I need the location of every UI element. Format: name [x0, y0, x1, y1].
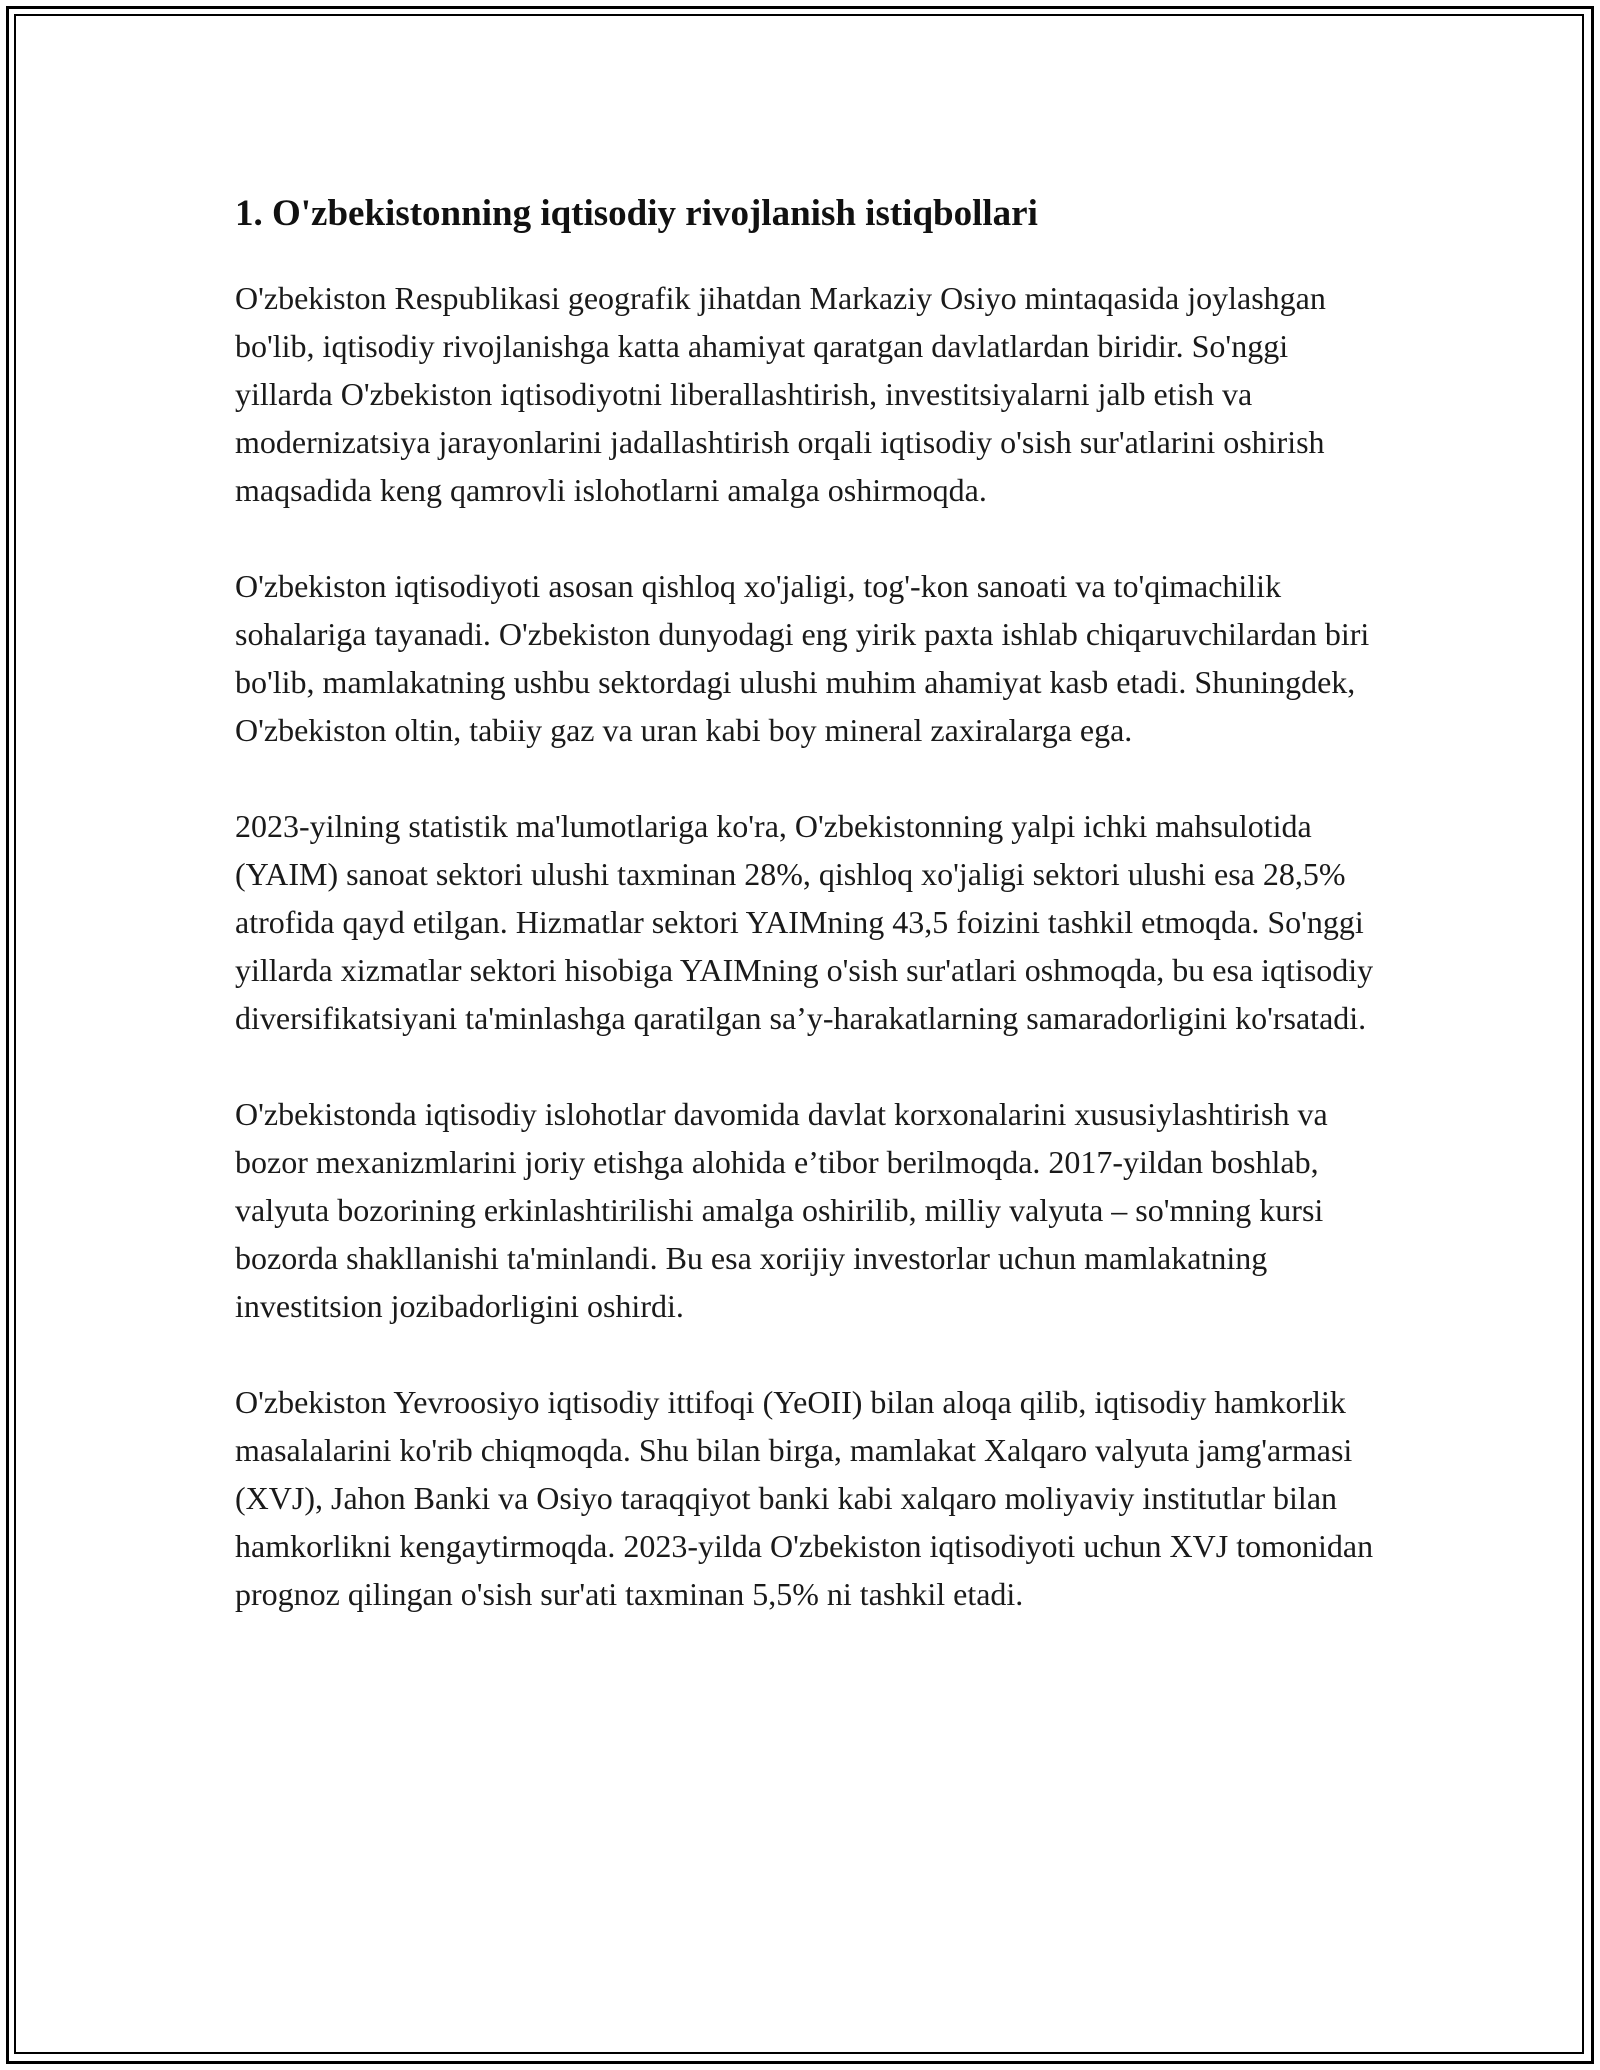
paragraph-international-cooperation: O'zbekiston Yevroosiyo iqtisodiy ittifoqi (YeOII) bilan aloqa qilib, iqtisodiy hamkorlik masalalarini ko'rib chiqmoqda. Shu bilan birga, mamlakat Xalqaro valyuta jamg'armasi (XVJ), Jahon Banki va Osiyo taraqqiyot banki kabi xalqaro moliyaviy institutlar bilan hamkorlikni kengaytirmoqda. 2023-yilda O'zbekiston iqtisodiyoti uchun XVJ tomonidan prognoz qilingan o'sish sur'ati taxminan 5,5% ni tashkil etadi. [235, 1384, 1374, 1612]
section-title: 1. O'zbekistonning iqtisodiy rivojlanish istiqbollari [235, 193, 1038, 234]
paragraph-reforms: O'zbekistonda iqtisodiy islohotlar davomida davlat korxonalarini xususiylashtirish va bozor mexanizmlarini joriy etishga alohida e’tibor berilmoqda. 2017-yildan boshlab, valyuta bozorining erkinlashtirilishi amalga oshirilib, milliy valyuta – so'mning kursi bozorda shakllanishi ta'minlandi. Bu esa xorijiy investorlar uchun mamlakatning investitsion jozibadorligini oshirdi. [235, 1096, 1328, 1324]
paragraph-geography: O'zbekiston Respublikasi geografik jihatdan Markaziy Osiyo mintaqasida joylashgan bo'lib, iqtisodiy rivojlanishga katta ahamiyat qaratgan davlatlardan biridir. So'nggi yillarda O'zbekiston iqtisodiyotni liberallashtirish, investitsiyalarni jalb etish va modernizatsiya jarayonlarini jadallashtirish orqali iqtisodiy o'sish sur'atlarini oshirish maqsadida keng qamrovli islohotlarni amalga oshirmoqda. [235, 280, 1326, 508]
paragraph-economy-sectors: O'zbekiston iqtisodiyoti asosan qishloq xo'jaligi, tog'-kon sanoati va to'qimachilik sohalariga tayanadi. O'zbekiston dunyodagi eng yirik paxta ishlab chiqaruvchilardan biri bo'lib, mamlakatning ushbu sektordagi ulushi muhim ahamiyat kasb etadi. Shuningdek, O'zbekiston oltin, tabiiy gaz va uran kabi boy mineral zaxiralarga ega. [235, 568, 1370, 748]
paragraph-gdp-statistics: 2023-yilning statistik ma'lumotlariga ko'ra, O'zbekistonning yalpi ichki mahsulotida (YAIM) sanoat sektori ulushi taxminan 28%, qishloq xo'jaligi sektori ulushi esa 28,5% atrofida qayd etilgan. Hizmatlar sektori YAIMning 43,5 foizini tashkil etmoqda. So'nggi yillarda xizmatlar sektori hisobiga YAIMning o'sish sur'atlari oshmoqda, bu esa iqtisodiy diversifikatsiyani ta'minlashga qaratilgan sa’y-harakatlarning samaradorligini ko'rsatadi. [235, 808, 1374, 1036]
document-body [235, 190, 1375, 1618]
